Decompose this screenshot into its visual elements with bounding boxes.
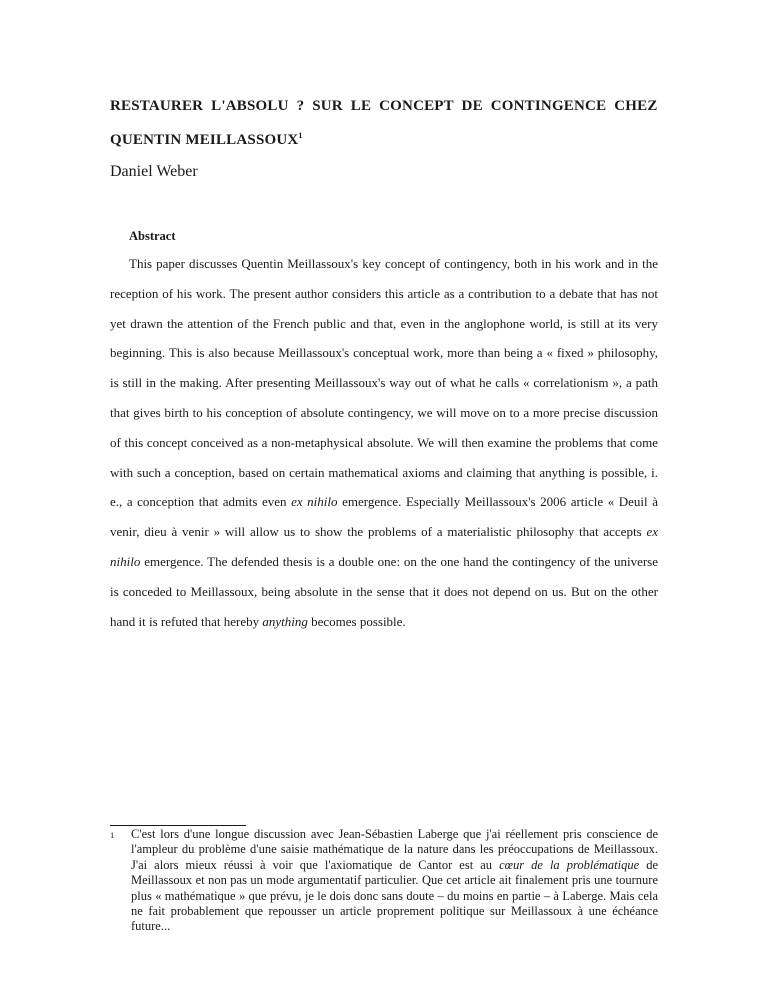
footnote-number: 1	[110, 830, 115, 840]
footnote-italic-1: cœur de la problématique	[499, 857, 640, 872]
abstract-italic-3: anything	[262, 613, 308, 629]
title-line-2-text: QUENTIN MEILLASSOUX	[110, 132, 299, 148]
abstract-text-3: emergence. The defended thesis is a double one: on the one hand the contingency of the universe is conceded to Meillassoux, being absolute in the sense that it does not depend on us. But on the other hand it is refuted that hereby	[110, 553, 658, 629]
footnote-separator	[110, 825, 246, 826]
abstract-body	[110, 249, 658, 636]
abstract-text-4: becomes possible.	[307, 613, 406, 629]
author-name: Daniel Weber	[110, 163, 198, 180]
footnote-text-2: de Meillassoux et non pas un mode argumentatif particulier. Que cet article ait finalement pris une tournure plus « mathématique » que prévu, je le dois donc sans doute – du moins en partie – à Laberge. Mais cela ne fait probablement que repousser un article proprement politique sur Meillassoux à une échéance future...	[131, 857, 658, 934]
title-line-2	[110, 132, 658, 149]
abstract-italic-2: ex nihilo	[110, 524, 658, 569]
abstract-text-1: This paper discusses Quentin Meillassoux's key concept of contingency, both in his work and in the reception of his work. The present author considers this article as a contribution to a debate that has not yet drawn the attention of the French public and that, even in the anglophone world, is still at its very beginning. This is also because Meillassoux's conceptual work, more than being a « fixed » philosophy, is still in the making. After presenting Meillassoux's way out of what he calls « correlationism », a path that gives birth to his conception of absolute contingency, we will move on to a more precise discussion of this concept conceived as a non-metaphysical absolute. We will then examine the problems that come with such a conception, based on certain mathematical axioms and claiming that anything is possible, i. e., a conception that admits even	[110, 256, 658, 510]
title-footnote-ref[interactable]: 1	[298, 131, 303, 140]
title-line-1: RESTAURER L'ABSOLU ? SUR LE CONCEPT DE CONTINGENCE CHEZ	[110, 98, 658, 114]
footnote-text-1: C'est lors d'une longue discussion avec Jean-Sébastien Laberge que j'ai réellement pris conscience de l'ampleur du problème d'une saisie mathématique de la nature dans les préoccupations de Meillassoux. J'ai alors mieux réussi à voir que l'axiomatique de Cantor est au	[131, 827, 658, 872]
abstract-italic-1: ex nihilo	[291, 494, 338, 510]
abstract-text-2: emergence. Especially Meillassoux's 2006 article « Deuil à venir, dieu à venir » will allow us to show the problems of a materialistic philosophy that accepts	[110, 494, 658, 540]
abstract-heading: Abstract	[129, 229, 176, 243]
footnote-text	[131, 827, 658, 935]
